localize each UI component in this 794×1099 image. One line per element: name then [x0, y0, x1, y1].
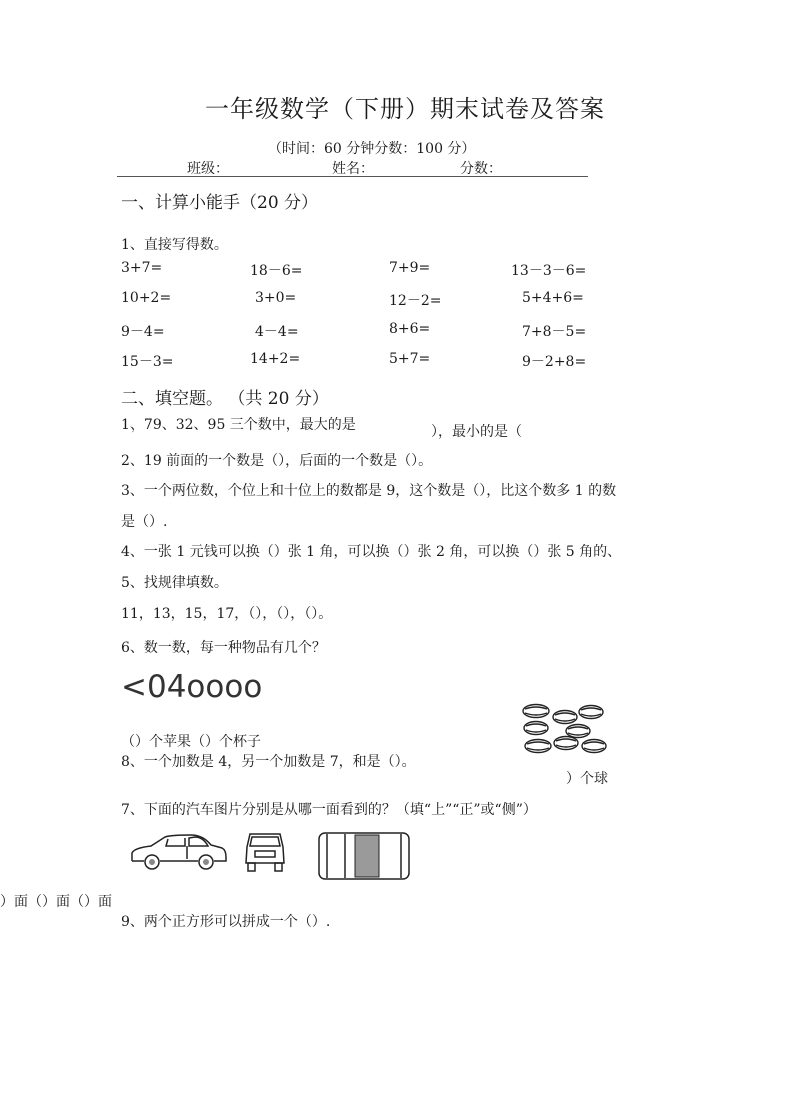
question-9: 9、两个正方形可以拼成一个（）.: [121, 914, 331, 930]
calc-item: 13－3－6=: [511, 263, 587, 279]
calc-item: 12－2=: [389, 293, 442, 309]
calc-item: 7+9=: [389, 260, 431, 276]
question-7: 7、下面的汽车图片分别是从哪一面看到的？（填“上”“正”或“侧”）: [121, 802, 537, 818]
question-4: 4、一张 1 元钱可以换（）张 1 角，可以换（）张 2 角，可以换（）张 5 角的、: [121, 544, 622, 560]
calc-item: 9－4=: [121, 324, 165, 340]
time-score-info: （时间：60 分钟分数：100 分）: [268, 141, 476, 157]
section1-question1: 1、直接写得数。: [121, 237, 228, 253]
score-label: 分数：: [460, 161, 502, 177]
question-7-answer: ）面（）面（）面: [0, 894, 112, 910]
page-title: 一年级数学（下册）期末试卷及答案: [205, 95, 605, 123]
question-6: 6、数一数，每一种物品有几个？: [121, 640, 326, 656]
question-3a: 3、一个两位数，个位上和十位上的数都是 9，这个数是（），比这个数多 1 的数: [121, 483, 617, 499]
question-5-sequence: 11，13，15，17，（），（），（）。: [121, 606, 333, 622]
question-6-symbols: <04oooo: [121, 669, 263, 705]
class-label: 班级：: [187, 161, 229, 177]
question-6-answer: （）个苹果（）个杯子: [121, 734, 261, 750]
calc-item: 18－6=: [250, 263, 303, 279]
balls-image: [518, 702, 608, 758]
header-divider: [117, 176, 588, 177]
section2-heading: 二、填空题。 （共 20 分）: [121, 389, 329, 409]
calc-item: 10+2=: [121, 290, 172, 306]
calc-item: 8+6=: [389, 321, 431, 337]
car-front-view-image: [242, 830, 288, 874]
car-top-view-image: [317, 831, 411, 881]
question-6-ball-answer: ）个球: [566, 771, 608, 787]
calc-item: 4－4=: [255, 324, 299, 340]
calc-item: 14+2=: [250, 351, 301, 367]
question-5: 5、找规律填数。: [121, 575, 228, 591]
stray-mark: ′: [132, 430, 135, 441]
car-side-view-image: [129, 833, 229, 873]
question-2: 2、19 前面的一个数是（），后面的一个数是（）。: [121, 453, 433, 469]
calc-item: 9－2+8=: [522, 354, 587, 370]
question-1b: ），最小的是（: [431, 424, 522, 440]
calc-item: 5+7=: [389, 351, 431, 367]
question-8: 8、一个加数是 4，另一个加数是 7，和是（）。: [121, 754, 416, 770]
section1-heading: 一、计算小能手（20 分）: [121, 193, 319, 213]
name-label: 姓名：: [332, 161, 374, 177]
calc-item: 3+0=: [255, 290, 297, 306]
question-3b: 是（）.: [121, 514, 168, 530]
calc-item: 5+4+6=: [522, 290, 584, 306]
calc-item: 3+7=: [121, 260, 163, 276]
calc-item: 15－3=: [121, 354, 174, 370]
question-1a: 1、79、32、95 三个数中，最大的是: [121, 417, 356, 433]
calc-item: 7+8－5=: [522, 324, 587, 340]
